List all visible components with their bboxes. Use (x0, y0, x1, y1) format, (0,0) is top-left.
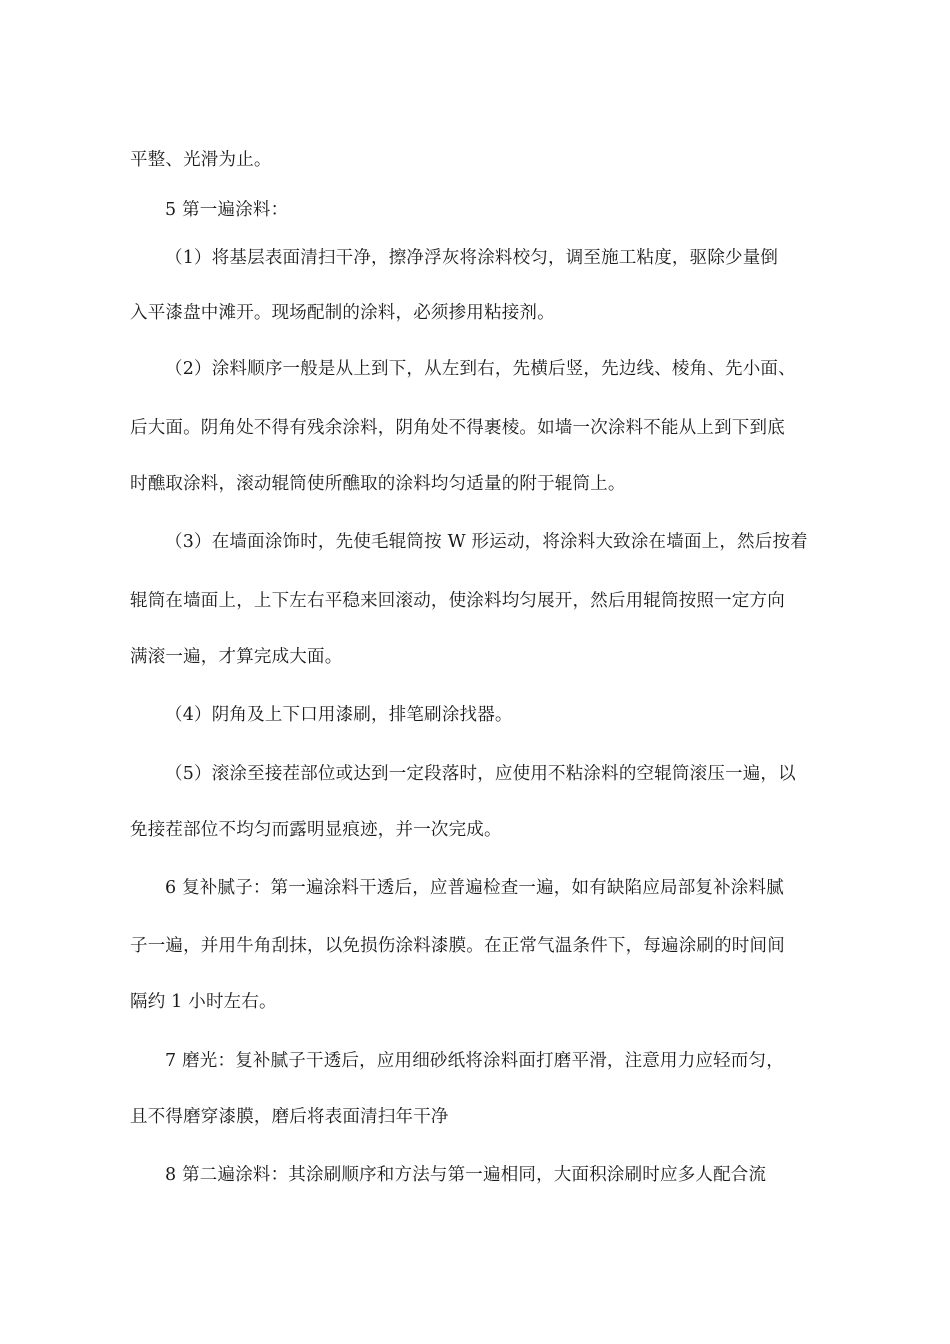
text-line-10: 满滚一遍，才算完成大面。 (130, 647, 343, 667)
text-line-14: 6 复补腻子：第一遍涂料干透后，应普遍检查一遍，如有缺陷应局部复补涂料腻 (165, 878, 784, 898)
text-line-5: （2）涂料顺序一般是从上到下，从左到右，先横后竖，先边线、棱角、先小面、 (165, 359, 796, 379)
text-line-17: 7 磨光：复补腻子干透后，应用细砂纸将涂料面打磨平滑，注意用力应轻而匀， (165, 1051, 784, 1071)
text-line-3: （1）将基层表面清扫干净，擦净浮灰将涂料校匀，调至施工粘度，驱除少量倒 (165, 248, 779, 268)
text-line-19: 8 第二遍涂料：其涂刷顺序和方法与第一遍相同，大面积涂刷时应多人配合流 (165, 1165, 767, 1185)
text-line-13: 免接茬部位不均匀而露明显痕迹，并一次完成。 (130, 820, 502, 840)
text-line-12: （5）滚涂至接茬部位或达到一定段落时，应使用不粘涂料的空辊筒滚压一遍，以 (165, 764, 796, 784)
text-line-15: 子一遍，并用牛角刮抹，以免损伤涂料漆膜。在正常气温条件下，每遍涂刷的时间间 (130, 936, 785, 956)
text-line-1: 平整、光滑为止。 (130, 150, 272, 170)
text-line-4: 入平漆盘中滩开。现场配制的涂料，必须掺用粘接剂。 (130, 303, 555, 323)
text-line-7: 时醮取涂料，滚动辊筒使所醮取的涂料均匀适量的附于辊筒上。 (130, 474, 626, 494)
text-line-16: 隔约 1 小时左右。 (130, 992, 277, 1012)
text-line-11: （4）阴角及上下口用漆刷，排笔刷涂找器。 (165, 705, 513, 725)
text-line-6: 后大面。阴角处不得有残余涂料，阴角处不得裹棱。如墙一次涂料不能从上到下到底 (130, 418, 785, 438)
text-line-9: 辊筒在墙面上，上下左右平稳来回滚动，使涂料均匀展开，然后用辊筒按照一定方向 (130, 591, 785, 611)
text-line-8: （3）在墙面涂饰时，先使毛辊筒按 W 形运动，将涂料大致涂在墙面上，然后按着 (165, 532, 808, 552)
text-line-18: 且不得磨穿漆膜，磨后将表面清扫年干净 (130, 1107, 449, 1127)
section-heading-5: 5 第一遍涂料： (165, 200, 289, 220)
